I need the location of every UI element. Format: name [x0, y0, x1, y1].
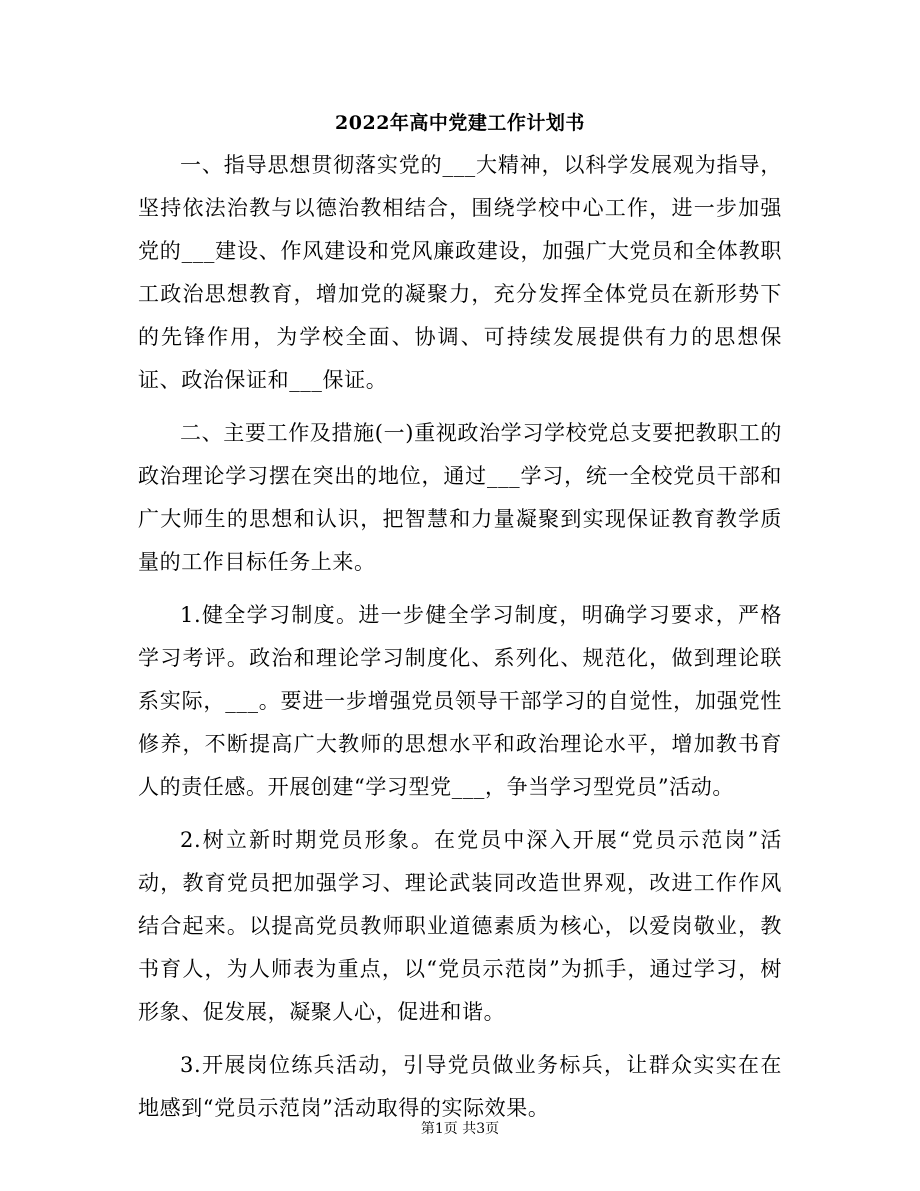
paragraph-job-training: 3.开展岗位练兵活动，引导党员做业务标兵，让群众实实在在地感到“党员示范岗”活动取得的实际效果。: [138, 1053, 782, 1120]
page-number-footer: 第1页 共3页: [420, 1121, 500, 1137]
paragraph-main-work: 二、主要工作及措施(一)重视政治学习学校党总支要把教职工的政治理论学习摆在突出的地位，通过___学习，统一全校党员干部和广大师生的思想和认识，把智慧和力量凝聚到实现保证教育教学质量的工作目标任务上来。: [138, 421, 782, 574]
document-title: 2022年高中党建工作计划书: [335, 112, 585, 134]
paragraph-guiding-ideology: 一、指导思想贯彻落实党的___大精神，以科学发展观为指导，坚持依法治教与以德治教相结合，围绕学校中心工作，进一步加强党的___建设、作风建设和党风廉政建设，加强广大党员和全体教职工政治思想教育，增加党的凝聚力，充分发挥全体党员在新形势下的先锋作用，为学校全面、协调、可持续发展提供有力的思想保证、政治保证和___保证。: [138, 153, 782, 392]
paragraph-study-system: 1.健全学习制度。进一步健全学习制度，明确学习要求，严格学习考评。政治和理论学习制度化、系列化、规范化，做到理论联系实际，___。要进一步增强党员领导干部学习的自觉性，加强党性修养，不断提高广大教师的思想水平和政治理论水平，增加教书育人的责任感。开展创建“学习型党___，争当学习型党员”活动。: [138, 603, 782, 799]
document-body: [138, 144, 782, 1140]
paragraph-party-image: 2.树立新时期党员形象。在党员中深入开展“党员示范岗”活动，教育党员把加强学习、理论武装同改造世界观，改进工作作风结合起来。以提高党员教师职业道德素质为核心，以爱岗敬业，教书育人，为人师表为重点，以“党员示范岗”为抓手，通过学习，树形象、促发展，凝聚人心，促进和谐。: [138, 828, 782, 1024]
